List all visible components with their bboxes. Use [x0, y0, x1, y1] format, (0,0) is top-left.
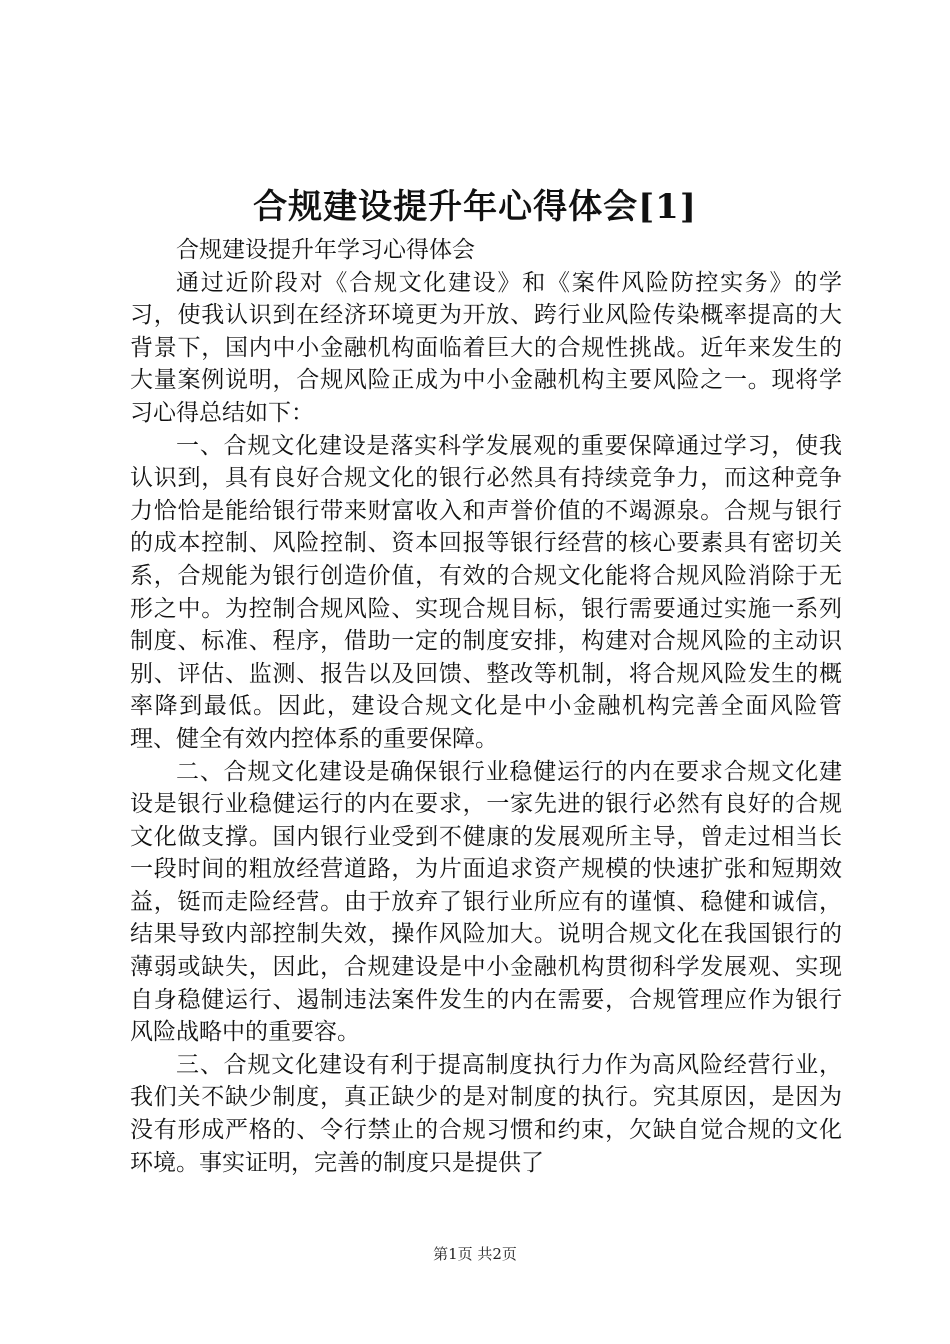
page-footer: 第1页 共2页: [433, 1245, 517, 1263]
document-title: 合规建设提升年心得体会[1]: [253, 187, 697, 227]
paragraph-section-2: 二、合规文化建设是确保银行业稳健运行的内在要求合规文化建设是银行业稳健运行的内在要求，一家先进的银行必然有良好的合规文化做支撑。国内银行业受到不健康的发展观所主导，曾走过相当长一段时间的粗放经营道路，为片面追求资产规模的快速扩张和短期效益，铤而走险经营。由于放弃了银行业所应有的谨慎、稳健和诚信，结果导致内部控制失效，操作风险加大。说明合规文化在我国银行的薄弱或缺失，因此，合规建设是中小金融机构贯彻科学发展观、实现自身稳健运行、遏制违法案件发生的内在需要，合规管理应作为银行风险战略中的重要容。: [130, 758, 842, 1046]
paragraph-intro: 通过近阶段对《合规文化建设》和《案件风险防控实务》的学习，使我认识到在经济环境更为开放、跨行业风险传染概率提高的大背景下，国内中小金融机构面临着巨大的合规性挑战。近年来发生的大量案例说明，合规风险正成为中小金融机构主要风险之一。现将学习心得总结如下：: [130, 269, 842, 426]
document-subtitle: 合规建设提升年学习心得体会: [176, 237, 475, 263]
paragraph-section-3: 三、合规文化建设有利于提高制度执行力作为高风险经营行业，我们关不缺少制度，真正缺少的是对制度的执行。究其原因，是因为没有形成严格的、令行禁止的合规习惯和约束，欠缺自觉合规的文化环境。事实证明，完善的制度只是提供了: [130, 1051, 842, 1176]
paragraph-section-1: 一、合规文化建设是落实科学发展观的重要保障通过学习，使我认识到，具有良好合规文化的银行必然具有持续竞争力，而这种竞争力恰恰是能给银行带来财富收入和声誉价值的不竭源泉。合规与银行的成本控制、风险控制、资本回报等银行经营的核心要素具有密切关系，合规能为银行创造价值，有效的合规文化能将合规风险消除于无形之中。为控制合规风险、实现合规目标，银行需要通过实施一系列制度、标准、程序，借助一定的制度安排，构建对合规风险的主动识别、评估、监测、报告以及回馈、整改等机制，将合规风险发生的概率降到最低。因此，建设合规文化是中小金融机构完善全面风险管理、健全有效内控体系的重要保障。: [130, 432, 842, 752]
document-body: [130, 234, 842, 1179]
